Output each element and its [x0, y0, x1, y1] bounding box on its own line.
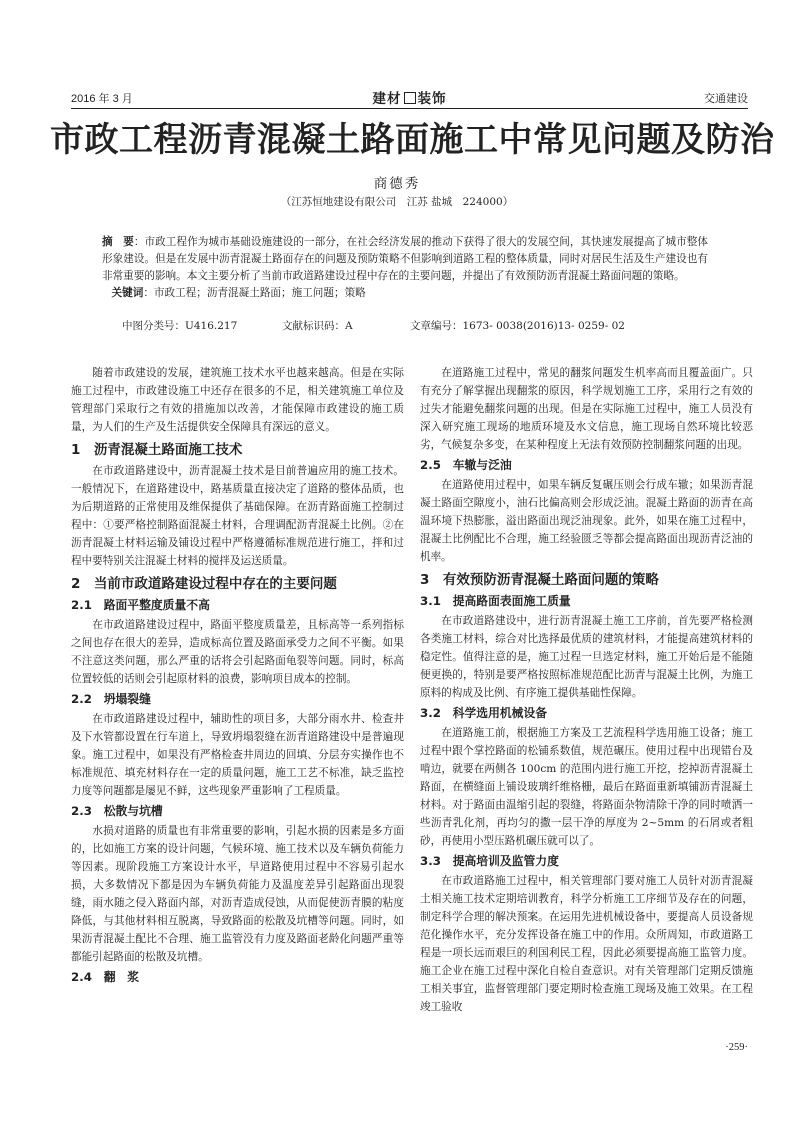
abstract [102, 234, 708, 285]
abstract-block [102, 234, 708, 302]
section-2-1-heading: 2.1 路面平整度质量不高 [71, 598, 210, 612]
article-title: 市政工程沥青混凝土路面施工中常见问题及防治 [50, 120, 775, 160]
section-2-4-paragraph: 在道路施工过程中，常见的翻浆问题发生机率高而且覆盖面广。只有充分了解掌握出现翻浆的原因，科学规划施工工序，采用行之有效的过失才能避免翻浆问题的出现。但是在实际施工过程中，施工人员没有深入研究施工现场的地质环境及水文信息，施工现场自然环境比较恶劣，气候复杂多变，在某种程度上无法有效预防控制翻浆问题的出现。 [420, 367, 753, 451]
section-3-2-heading: 3.2 科学选用机械设备 [420, 706, 548, 720]
left-column [71, 364, 404, 988]
section-3-3-heading: 3.3 提高培训及监管力度 [420, 854, 559, 868]
author-affiliation: （江苏恒地建设有限公司 江苏 盐城 224000） [280, 196, 514, 208]
journal-name-left: 建材 [372, 91, 402, 107]
section-3-1-paragraph: 在市政道路建设中，进行沥青混凝土施工工序前，首先要严格检测各类施工材料，综合对比选择最优质的建筑材料，才能提高建筑材料的稳定性。值得注意的是，施工过程一旦选定材料，施工开始后是不能随便更换的，特别是要严格按照标准规范配比沥青与混凝土比例，为施工原料的构成及比例、有序施工提供基础性保障。 [420, 615, 753, 699]
journal-logo-icon [404, 92, 416, 104]
right-column [420, 364, 753, 1016]
section-2-1-paragraph: 在市政道路建设过程中，路面平整度质量差，且标高等一系列指标之间也存在很大的差异，造成标高位置及路面承受力之间不平衡。如果不注意这类问题，那么严重的话将会引起路面龟裂等问题。同时，标高位置较低的话则会引起原材料的浪费，影响项目成本的控制。 [71, 619, 404, 685]
keywords [112, 285, 708, 302]
abstract-label: 摘 要 [102, 236, 134, 248]
author-name: 商德秀 [373, 176, 421, 192]
issue-date: 2016 年 3 月 [71, 93, 133, 105]
section-3-heading: 3 有效预防沥青混凝土路面问题的策略 [420, 572, 659, 588]
section-3-1-heading: 3.1 提高路面表面施工质量 [420, 594, 571, 608]
section-2-2-heading: 2.2 坍塌裂缝 [71, 692, 151, 706]
running-header [71, 86, 748, 109]
section-2-5-paragraph: 在道路使用过程中，如果车辆反复碾压则会行成车辙；如果沥青混凝土路面空隙度小，油石比偏高则会形成泛油。混凝土路面的沥青在高温环境下热膨胀，溢出路面出现泛油现象。此外，如果在施工过程中，混凝土比例配比不合理，施工经验匮乏等都会提高路面出现沥青泛油的机率。 [420, 479, 753, 563]
section-2-3-paragraph: 水损对道路的质量也有非常重要的影响，引起水损的因素是多方面的，比如施工方案的设计问题，气候环境、施工技术以及车辆负荷能力等因素。现阶段施工方案设计水平，早道路使用过程中不容易引起水损，大多数情况下都是因为车辆负荷能力及温度差异引起路面出现裂缝，雨水随之侵入路面内部，对沥青造成侵蚀，从而促使沥青膜的粘度降低，与其他材料相互脱离，导致路面的松散及坑槽等问题。同时，如果沥青混凝土配比不合理、施工监管没有力度及路面老龄化问题严重等都能引起路面的松散及坑槽。 [71, 825, 404, 963]
section-2-5-heading: 2.5 车辙与泛油 [420, 458, 512, 472]
section-2-heading: 2 当前市政道路建设过程中存在的主要问题 [71, 576, 337, 592]
section-2-4-heading: 2.4 翻 浆 [71, 970, 140, 984]
section-3-3-paragraph: 在市政道路施工过程中，相关管理部门要对施工人员针对沥青混凝土相关施工技术定期培训教育，科学分析施工工序细节及存在的问题，制定科学合理的解决预案。在运用先进机械设备中，要提高人员设备规范化操作水平，充分发挥设备在施工中的作用。众所周知，市政道路工程是一项长远而艰巨的利国利民工程，因此必须要提高施工监管力度。施工企业在施工过程中深化自检自查意识。对有关管理部门定期反馈施工相关事宜，监督管理部门要定期时检查施工现场及施工效果。在工程竣工验收 [420, 875, 753, 1013]
keywords-label: 关键词 [111, 287, 144, 299]
clc-number: 中图分类号：U416.217 [122, 320, 238, 332]
section-1-heading: 1 沥青混凝土路面施工技术 [71, 442, 243, 458]
section-1-paragraph: 在市政道路建设中，沥青混凝土技术是目前普遍应用的施工技术。一般情况下，在道路建设中，路基质量直接决定了道路的整体品质，也为后期道路的正常使用及维保提供了基础保障。在沥青路面施工控制过程中：①要严格控制路面混凝土材料，合理调配沥青混凝土比例。②在沥青混凝土材料运输及铺设过程中严格遵循标准规范进行施工，拌和过程中要特别关注混凝土材料的搅拌及运送质量。 [71, 465, 404, 567]
document-code: 文献标识码：A [282, 320, 353, 332]
journal-name-right: 装饰 [417, 91, 447, 107]
section-3-2-paragraph: 在道路施工前，根据施工方案及工艺流程科学选用施工设备；施工过程中跟个掌控路面的松铺系数值，规范碾压。使用过程中出现错台及啃边，就要在两侧各 100cm 的范围内进行施工开挖，挖掉沥青混凝土路面，在横缝面上铺设玻璃纤维格栅，最后在路面重新填铺沥青混凝土材料。对于路面由温缩引起的裂缝，将路面杂物清除干净的同时喷洒一些沥青乳化剂，再均匀的撒一层干净的厚度为 2~5mm 的石屑或者粗砂，再使用小型压路机碾压就可以了。 [420, 727, 753, 847]
page-number: ·259· [725, 1042, 748, 1053]
keywords-text: ：市政工程；沥青混凝土路面；施工问题；策略 [143, 287, 366, 299]
abstract-text: ：市政工程作为城市基础设施建设的一部分，在社会经济发展的推动下获得了很大的发展空间，其快速发展提高了城市整体形象建设。但是在发展中沥青混凝土路面存在的问题及预防策略不但影响到道路工程的整体质量，同时对居民生活及生产建设也有非常重要的影响。本文主要分析了当前市政道路建设过程中存在的主要问题，并提出了有效预防沥青混凝土路面问题的策略。 [102, 236, 709, 282]
section-name: 交通建设 [704, 92, 748, 105]
section-2-3-heading: 2.3 松散与坑槽 [71, 804, 163, 818]
article-number: 文章编号：1673- 0038(2016)13- 0259- 02 [410, 320, 625, 332]
intro-paragraph: 随着市政建设的发展，建筑施工技术水平也越来越高。但是在实际施工过程中，市政建设施工中还存在很多的不足，相关建筑施工单位及管理部门采取行之有效的措施加以改善，才能保障市政建设的施工质量，为人们的生产及生活提供安全保障具有深远的意义。 [71, 367, 404, 433]
section-2-2-paragraph: 在市政道路建设过程中，辅助性的项目多，大部分雨水井、检查井及下水管都设置在行车道上，导致坍塌裂缝在沥青道路建设中是普遍现象。施工过程中，如果没有严格检查井周边的回填、分层夯实操作也不标准规范、填充材料存在一定的质量问题，施工工艺不标准，缺乏监控力度等问题都是屡见不鲜，这些现象严重影响了工程质量。 [71, 713, 404, 797]
journal-name [71, 87, 748, 107]
